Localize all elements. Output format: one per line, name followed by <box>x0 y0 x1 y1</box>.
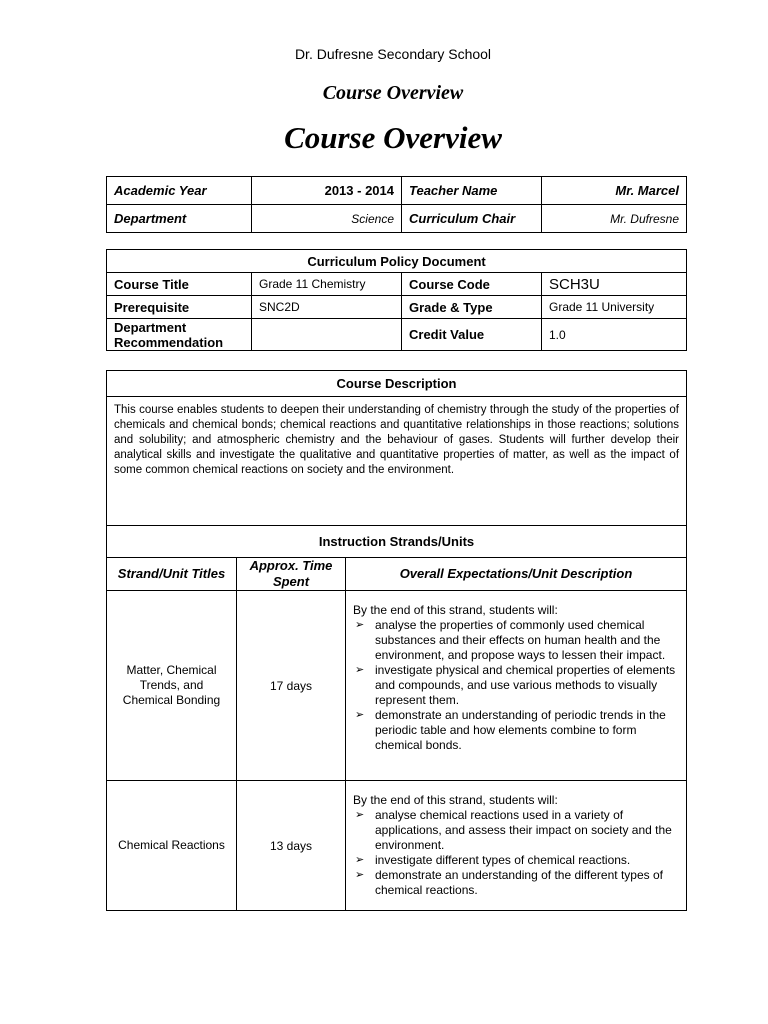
course-code-value: SCH3U <box>542 273 687 296</box>
column-header-time-line: Spent <box>272 574 310 589</box>
table-row <box>107 250 687 273</box>
arrow-bullet-icon: ➢ <box>355 709 365 721</box>
strand-intro: By the end of this strand, students will: <box>353 793 558 807</box>
credit-value-label: Credit Value <box>402 319 542 351</box>
policy-heading: Curriculum Policy Document <box>107 250 687 273</box>
expectation-text: investigate different types of chemical reactions. <box>375 853 631 867</box>
academic-year-value: 2013 - 2014 <box>252 177 402 205</box>
list-item <box>353 708 679 753</box>
academic-year-label: Academic Year <box>107 177 252 205</box>
description-text-cell <box>107 397 687 526</box>
course-info-table <box>106 176 687 233</box>
expectation-text: demonstrate an understanding of periodic trends in the periodic table and how elements combine to form chemical bonds. <box>375 708 666 752</box>
strand-time: 17 days <box>237 591 346 781</box>
strand-title <box>107 781 237 911</box>
arrow-bullet-icon: ➢ <box>355 869 365 881</box>
expectation-text: analyse the properties of commonly used chemical substances and their effects on human health and the environment, and propose ways to lessen their impact. <box>375 618 666 662</box>
column-header-expectations: Overall Expectations/Unit Description <box>346 558 687 591</box>
strand-expectations <box>346 591 687 781</box>
school-name: Dr. Dufresne Secondary School <box>294 46 492 62</box>
dept-recommendation-label-line: Recommendation <box>114 334 224 350</box>
teacher-name-label: Teacher Name <box>402 177 542 205</box>
list-item <box>353 868 679 898</box>
table-row <box>107 296 687 319</box>
description-text: This course enables students to deepen their understanding of chemistry through the study of the properties of chemicals and chemical bonds; chemical reactions and quantitative relationships in those reactions; solutions and solubility; and atmospheric chemistry and the behaviour of gases. Students will further develop their analytical skills and investigate the qualitative and quantitative properties of matter, as well as the impact of some common chemical reactions on society and the environment. <box>114 404 680 476</box>
table-row <box>107 205 687 233</box>
description-heading: Course Description <box>107 371 687 397</box>
course-title-label: Course Title <box>107 273 252 296</box>
expectation-text: investigate physical and chemical properties of elements and compounds, and use various methods to visually represent them. <box>375 663 676 707</box>
credit-value-value: 1.0 <box>542 319 687 351</box>
arrow-bullet-icon: ➢ <box>355 619 365 631</box>
arrow-bullet-icon: ➢ <box>355 664 365 676</box>
table-row <box>107 526 687 558</box>
grade-type-value: Grade 11 University <box>542 296 687 319</box>
strand-title <box>107 591 237 781</box>
dept-recommendation-label <box>107 319 252 351</box>
course-description-table <box>106 370 687 911</box>
expectation-list <box>353 808 679 898</box>
expectation-list <box>353 618 679 753</box>
table-row <box>107 397 687 526</box>
dept-recommendation-label-line: Department <box>114 319 187 335</box>
curriculum-chair-label: Curriculum Chair <box>402 205 542 233</box>
table-row <box>107 781 687 911</box>
prerequisite-value: SNC2D <box>252 296 402 319</box>
column-header-time <box>237 558 346 591</box>
table-row <box>107 177 687 205</box>
list-item <box>353 808 679 853</box>
strand-expectations <box>346 781 687 911</box>
strands-heading: Instruction Strands/Units <box>107 526 687 558</box>
prerequisite-label: Prerequisite <box>107 296 252 319</box>
curriculum-chair-value: Mr. Dufresne <box>542 205 687 233</box>
column-header-time-line: Approx. Time <box>249 558 333 573</box>
strand-title-line: Trends, and <box>139 678 204 692</box>
expectation-text: analyse chemical reactions used in a variety of applications, and assess their impact on society and the environment. <box>375 808 672 852</box>
dept-recommendation-value <box>252 319 402 351</box>
strand-intro: By the end of this strand, students will: <box>353 603 558 617</box>
teacher-name-value: Mr. Marcel <box>542 177 687 205</box>
arrow-bullet-icon: ➢ <box>355 809 365 821</box>
strand-title-line: Chemical Bonding <box>122 693 221 707</box>
table-row <box>107 558 687 591</box>
curriculum-policy-table <box>106 249 687 351</box>
list-item <box>353 853 679 868</box>
table-row <box>107 319 687 351</box>
expectation-text: demonstrate an understanding of the different types of chemical reactions. <box>375 868 663 897</box>
page-title: Course Overview <box>284 120 502 155</box>
department-label: Department <box>107 205 252 233</box>
list-item <box>353 663 679 708</box>
strand-title-line: Chemical Reactions <box>118 838 225 852</box>
strand-time: 13 days <box>237 781 346 911</box>
course-code-label: Course Code <box>402 273 542 296</box>
page-subtitle: Course Overview <box>322 82 464 104</box>
strand-title-line: Matter, Chemical <box>126 663 217 677</box>
table-row <box>107 591 687 781</box>
department-value: Science <box>252 205 402 233</box>
table-row <box>107 371 687 397</box>
column-header-titles: Strand/Unit Titles <box>107 558 237 591</box>
course-title-value: Grade 11 Chemistry <box>252 273 402 296</box>
grade-type-label: Grade & Type <box>402 296 542 319</box>
list-item <box>353 618 679 663</box>
arrow-bullet-icon: ➢ <box>355 854 365 866</box>
table-row <box>107 273 687 296</box>
